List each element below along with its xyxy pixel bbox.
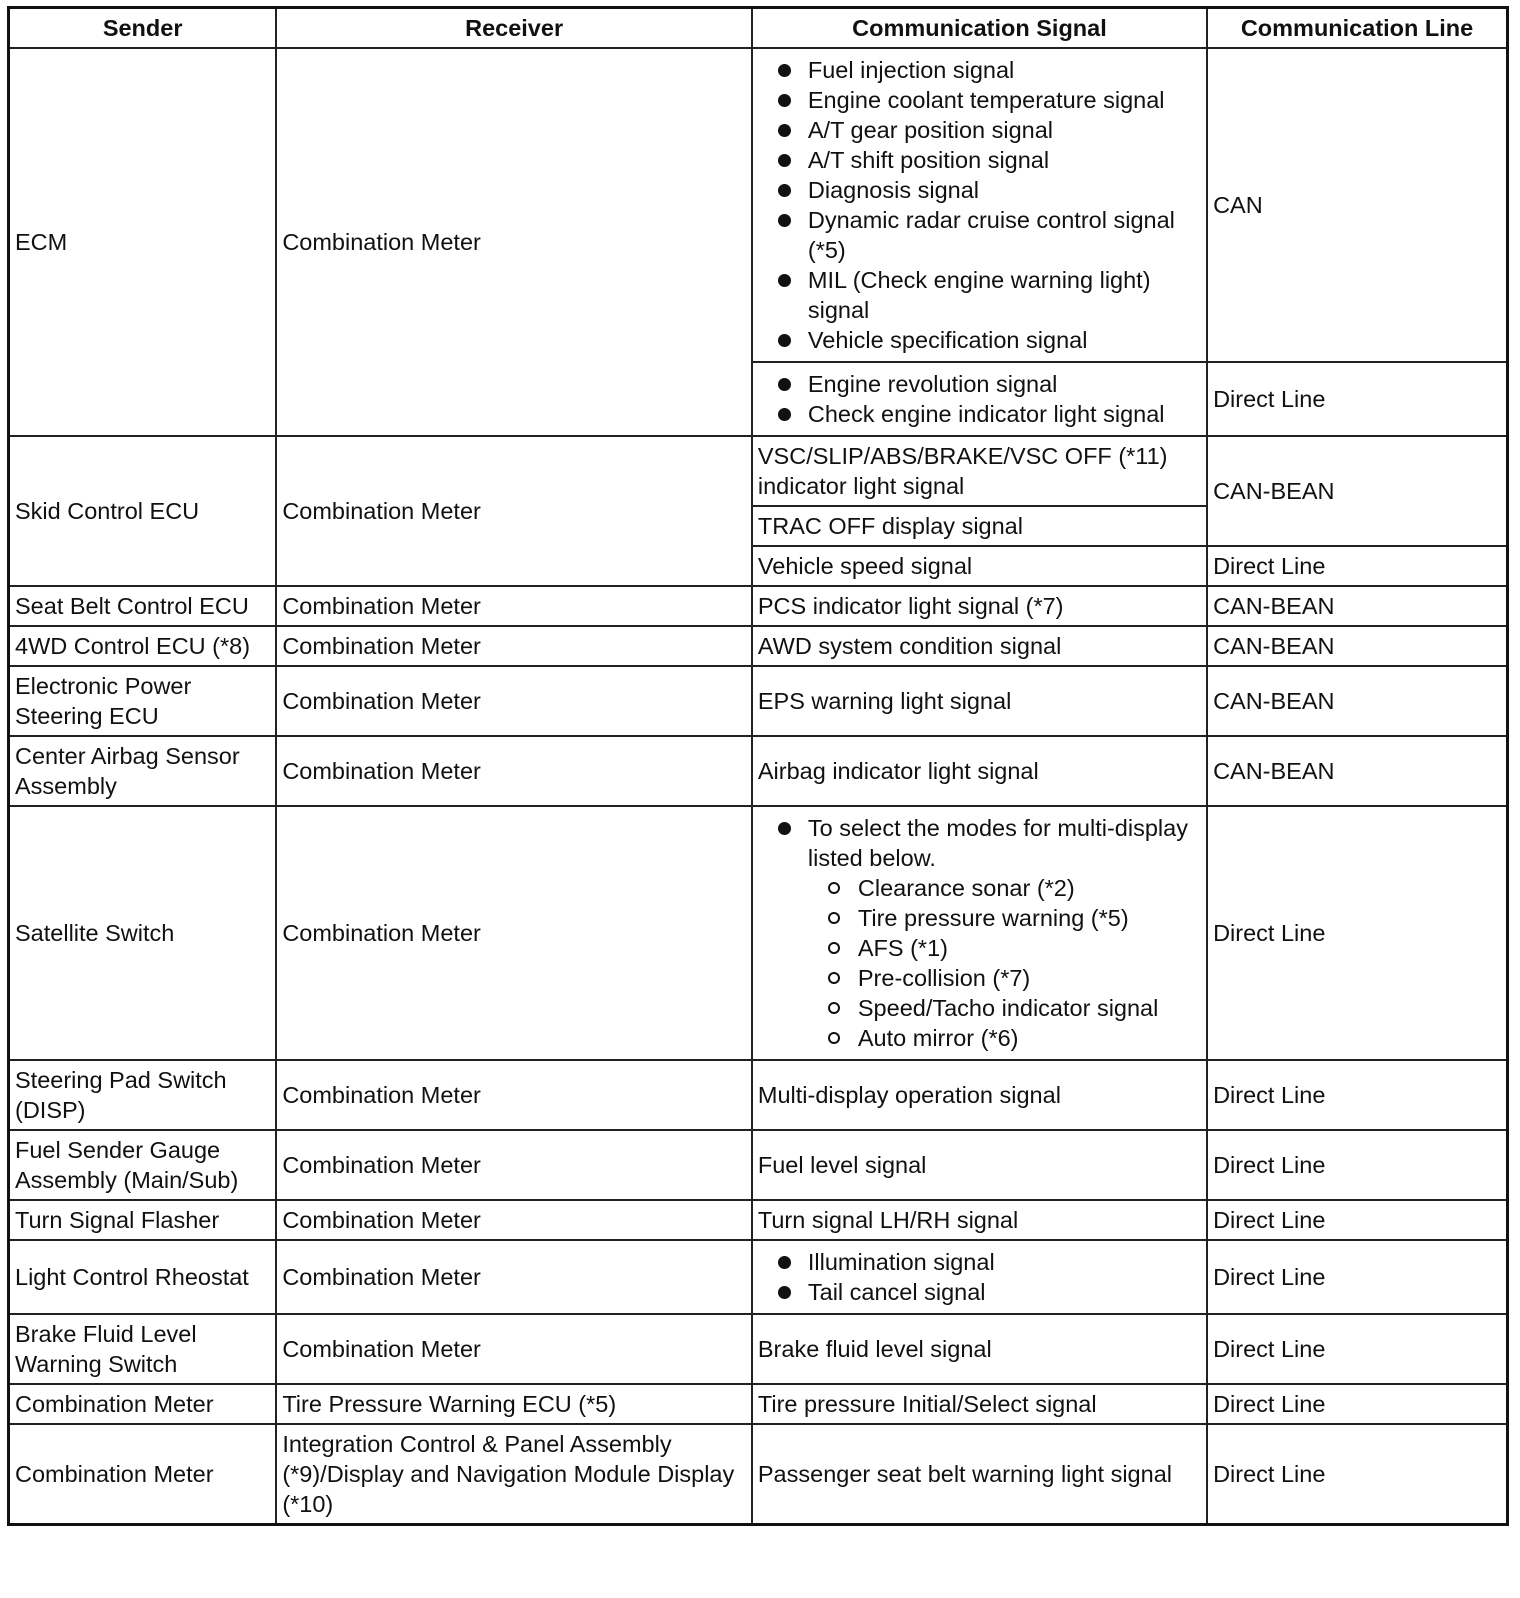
signal-cell: Brake fluid level signal bbox=[752, 1314, 1207, 1384]
line-cell: Direct Line bbox=[1207, 1240, 1507, 1314]
receiver-cell: Combination Meter bbox=[276, 1060, 752, 1130]
table-row bbox=[9, 1314, 1508, 1384]
header-signal: Communication Signal bbox=[752, 8, 1207, 49]
list-item: Vehicle specification signal bbox=[758, 325, 1201, 355]
table-row bbox=[9, 1060, 1508, 1130]
line-cell: Direct Line bbox=[1207, 1314, 1507, 1384]
list-item bbox=[758, 813, 1201, 1053]
list-item: Engine revolution signal bbox=[758, 369, 1201, 399]
line-cell: Direct Line bbox=[1207, 1130, 1507, 1200]
line-cell: Direct Line bbox=[1207, 1384, 1507, 1424]
receiver-cell: Combination Meter bbox=[276, 1240, 752, 1314]
receiver-cell: Combination Meter bbox=[276, 436, 752, 586]
sender-cell: Electronic Power Steering ECU bbox=[9, 666, 277, 736]
signal-cell: Fuel level signal bbox=[752, 1130, 1207, 1200]
line-cell: CAN-BEAN bbox=[1207, 666, 1507, 736]
receiver-cell: Tire Pressure Warning ECU (*5) bbox=[276, 1384, 752, 1424]
sender-cell: ECM bbox=[9, 48, 277, 436]
header-line: Communication Line bbox=[1207, 8, 1507, 49]
signal-cell: EPS warning light signal bbox=[752, 666, 1207, 736]
table-row bbox=[9, 736, 1508, 806]
list-item: Illumination signal bbox=[758, 1247, 1201, 1277]
sub-list bbox=[808, 873, 1201, 1053]
line-cell: CAN-BEAN bbox=[1207, 736, 1507, 806]
receiver-cell: Combination Meter bbox=[276, 1314, 752, 1384]
signal-cell: Vehicle speed signal bbox=[752, 546, 1207, 586]
sender-cell: Brake Fluid Level Warning Switch bbox=[9, 1314, 277, 1384]
sender-cell: Center Airbag Sensor Assembly bbox=[9, 736, 277, 806]
signal-cell: Turn signal LH/RH signal bbox=[752, 1200, 1207, 1240]
receiver-cell: Combination Meter bbox=[276, 736, 752, 806]
line-cell: Direct Line bbox=[1207, 546, 1507, 586]
list-item: Diagnosis signal bbox=[758, 175, 1201, 205]
line-cell: Direct Line bbox=[1207, 806, 1507, 1060]
sender-cell: Satellite Switch bbox=[9, 806, 277, 1060]
signal-cell: TRAC OFF display signal bbox=[752, 506, 1207, 546]
sender-cell: Steering Pad Switch (DISP) bbox=[9, 1060, 277, 1130]
list-item: Check engine indicator light signal bbox=[758, 399, 1201, 429]
sender-cell: Light Control Rheostat bbox=[9, 1240, 277, 1314]
receiver-cell: Combination Meter bbox=[276, 1130, 752, 1200]
sub-list-item: Speed/Tacho indicator signal bbox=[808, 993, 1201, 1023]
signal-cell bbox=[752, 1240, 1207, 1314]
list-item: MIL (Check engine warning light) signal bbox=[758, 265, 1201, 325]
table-row bbox=[9, 586, 1508, 626]
sender-cell: 4WD Control ECU (*8) bbox=[9, 626, 277, 666]
signal-cell: Passenger seat belt warning light signal bbox=[752, 1424, 1207, 1525]
signal-cell bbox=[752, 806, 1207, 1060]
header-sender: Sender bbox=[9, 8, 277, 49]
sub-list-item: Tire pressure warning (*5) bbox=[808, 903, 1201, 933]
table-row bbox=[9, 666, 1508, 736]
sub-list-item: AFS (*1) bbox=[808, 933, 1201, 963]
communication-table bbox=[7, 6, 1509, 1526]
table-row bbox=[9, 806, 1508, 1060]
line-cell: CAN bbox=[1207, 48, 1507, 362]
sender-cell: Skid Control ECU bbox=[9, 436, 277, 586]
receiver-cell: Integration Control & Panel Assembly (*9)/Display and Navigation Module Display (*10) bbox=[276, 1424, 752, 1525]
signal-cell: Airbag indicator light signal bbox=[752, 736, 1207, 806]
signal-cell: Multi-display operation signal bbox=[752, 1060, 1207, 1130]
table-row bbox=[9, 1200, 1508, 1240]
list-item: Fuel injection signal bbox=[758, 55, 1201, 85]
signal-list bbox=[758, 813, 1201, 1053]
signal-cell bbox=[752, 48, 1207, 362]
header-receiver: Receiver bbox=[276, 8, 752, 49]
list-item: A/T gear position signal bbox=[758, 115, 1201, 145]
sub-list-item: Clearance sonar (*2) bbox=[808, 873, 1201, 903]
receiver-cell: Combination Meter bbox=[276, 48, 752, 436]
table-row bbox=[9, 1240, 1508, 1314]
signal-list bbox=[758, 369, 1201, 429]
signal-cell: PCS indicator light signal (*7) bbox=[752, 586, 1207, 626]
list-item: Engine coolant temperature signal bbox=[758, 85, 1201, 115]
signal-list bbox=[758, 1247, 1201, 1307]
line-cell: CAN-BEAN bbox=[1207, 626, 1507, 666]
table-row bbox=[9, 626, 1508, 666]
sender-cell: Combination Meter bbox=[9, 1384, 277, 1424]
table-row bbox=[9, 1424, 1508, 1525]
list-item: A/T shift position signal bbox=[758, 145, 1201, 175]
sender-cell: Combination Meter bbox=[9, 1424, 277, 1525]
signal-list bbox=[758, 55, 1201, 355]
sub-list-item: Pre-collision (*7) bbox=[808, 963, 1201, 993]
list-item: Tail cancel signal bbox=[758, 1277, 1201, 1307]
line-cell: Direct Line bbox=[1207, 362, 1507, 436]
table-row bbox=[9, 48, 1508, 362]
header-row bbox=[9, 8, 1508, 49]
line-cell: Direct Line bbox=[1207, 1424, 1507, 1525]
receiver-cell: Combination Meter bbox=[276, 1200, 752, 1240]
line-cell: CAN-BEAN bbox=[1207, 436, 1507, 546]
line-cell: Direct Line bbox=[1207, 1060, 1507, 1130]
signal-cell: Tire pressure Initial/Select signal bbox=[752, 1384, 1207, 1424]
table-row bbox=[9, 436, 1508, 506]
signal-cell: AWD system condition signal bbox=[752, 626, 1207, 666]
receiver-cell: Combination Meter bbox=[276, 586, 752, 626]
sender-cell: Seat Belt Control ECU bbox=[9, 586, 277, 626]
receiver-cell: Combination Meter bbox=[276, 666, 752, 736]
list-item-text: To select the modes for multi-display listed below. bbox=[807, 815, 1188, 871]
signal-cell bbox=[752, 362, 1207, 436]
sender-cell: Turn Signal Flasher bbox=[9, 1200, 277, 1240]
sub-list-item: Auto mirror (*6) bbox=[808, 1023, 1201, 1053]
line-cell: Direct Line bbox=[1207, 1200, 1507, 1240]
receiver-cell: Combination Meter bbox=[276, 626, 752, 666]
line-cell: CAN-BEAN bbox=[1207, 586, 1507, 626]
sender-cell: Fuel Sender Gauge Assembly (Main/Sub) bbox=[9, 1130, 277, 1200]
table-row bbox=[9, 1130, 1508, 1200]
receiver-cell: Combination Meter bbox=[276, 806, 752, 1060]
list-item: Dynamic radar cruise control signal (*5) bbox=[758, 205, 1201, 265]
table-row bbox=[9, 1384, 1508, 1424]
signal-cell: VSC/SLIP/ABS/BRAKE/VSC OFF (*11) indicator light signal bbox=[752, 436, 1207, 506]
